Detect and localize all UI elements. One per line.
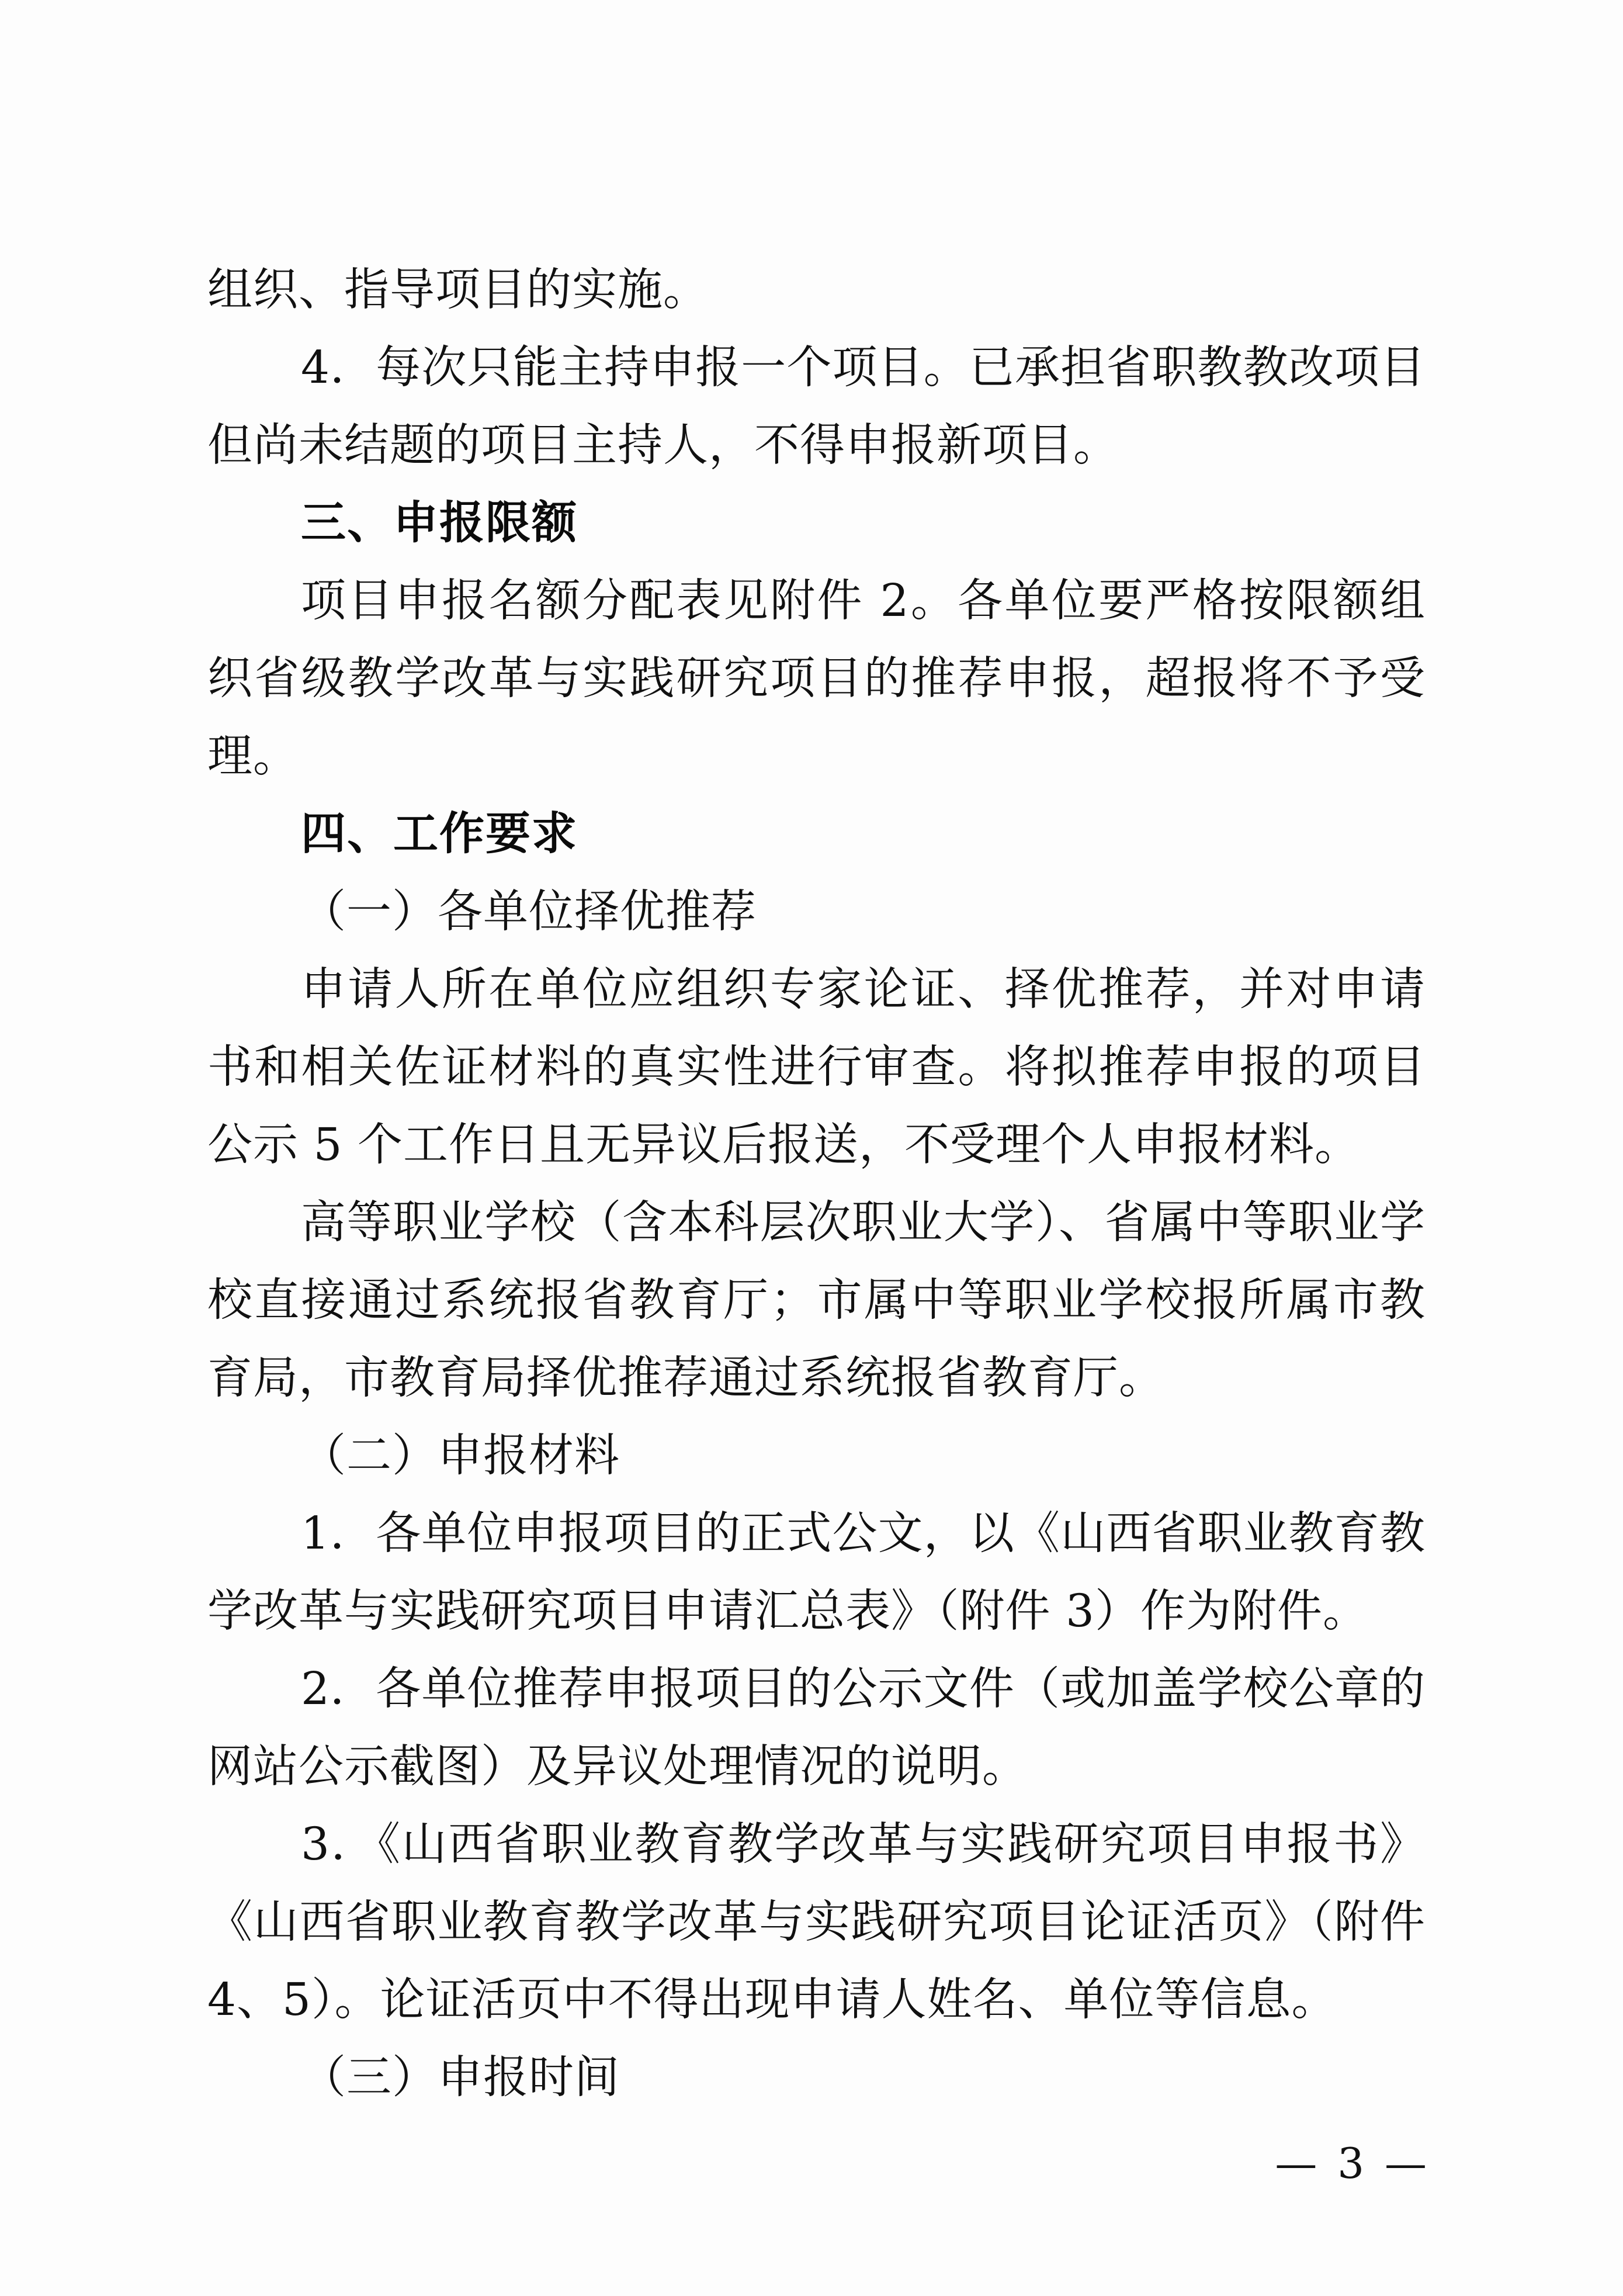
document-body xyxy=(207,251,1426,2117)
paragraph-material-2: 2．各单位推荐申报项目的公示文件（或加盖学校公章的网站公示截图）及异议处理情况的说明。 xyxy=(207,1663,1426,1793)
paragraph-quota: 项目申报名额分配表见附件 2。各单位要严格按限额组织省级教学改革与实践研究项目的推荐申报，超报将不予受理。 xyxy=(207,575,1426,782)
paragraph-material-1: 1．各单位申报项目的正式公文，以《山西省职业教育教学改革与实践研究项目申请汇总表》（附件 3）作为附件。 xyxy=(207,1508,1426,1637)
paragraph-submission-channel: 高等职业学校（含本科层次职业大学）、省属中等职业学校直接通过系统报省教育厅；市属中等职业学校报所属市教育局，市教育局择优推荐通过系统报省教育厅。 xyxy=(207,1197,1426,1404)
paragraph-item-4: 4．每次只能主持申报一个项目。已承担省职教教改项目但尚未结题的项目主持人，不得申报新项目。 xyxy=(207,342,1426,472)
page-number: — 3 — xyxy=(1275,2139,1430,2188)
paragraph-material-3: 3．《山西省职业教育教学改革与实践研究项目申报书》《山西省职业教育教学改革与实践研究项目论证活页》（附件 4、5）。论证活页中不得出现申请人姓名、单位等信息。 xyxy=(207,1819,1426,2026)
paragraph-continuation: 组织、指导项目的实施。 xyxy=(207,264,709,316)
subsection-heading-one: （一）各单位择优推荐 xyxy=(301,886,757,938)
subsection-heading-three: （三）申报时间 xyxy=(301,2052,620,2104)
paragraph-recommendation: 申请人所在单位应组织专家论证、择优推荐，并对申请书和相关佐证材料的真实性进行审查。将拟推荐申报的项目公示 5 个工作日且无异议后报送，不受理个人申报材料。 xyxy=(207,964,1426,1171)
section-heading-four: 四、工作要求 xyxy=(301,808,578,860)
subsection-heading-two: （二）申报材料 xyxy=(301,1430,620,1482)
section-heading-three: 三、申报限额 xyxy=(301,497,578,549)
